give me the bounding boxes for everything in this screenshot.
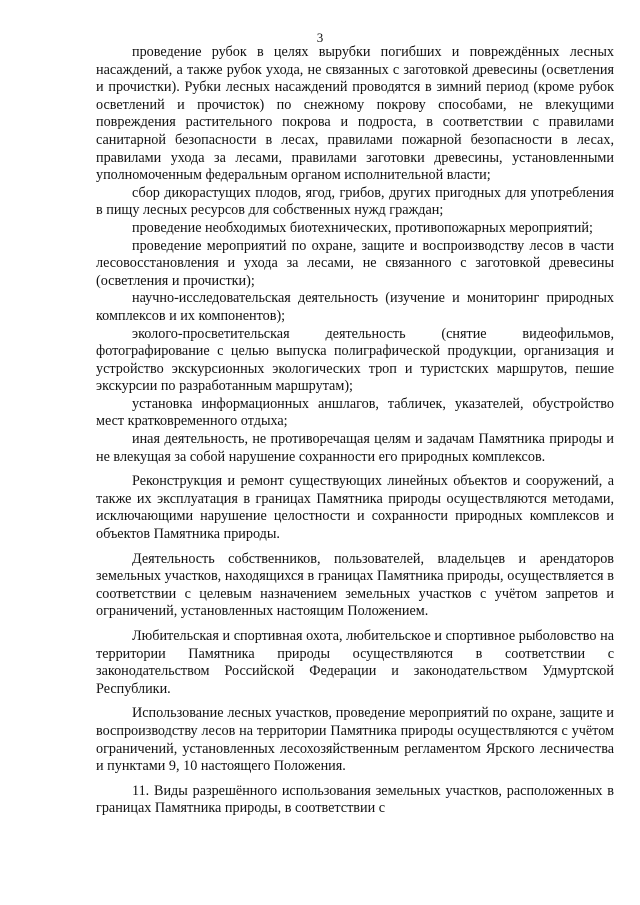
paragraph: проведение мероприятий по охране, защите и воспроизводству лесов в части лесовосстановления и ухода за лесами, не связанного с заготовкой древесины (осветления и прочистки); (96, 237, 614, 289)
paragraph: установка информационных аншлагов, табличек, указателей, обустройство мест кратковременного отдыха; (96, 395, 614, 430)
paragraph: Использование лесных участков, проведение мероприятий по охране, защите и воспроизводству лесов на территории Памятника природы осуществляются с учётом ограничений, установленных лесохозяйственным регламентом Ярского лесничества и пунктами 9, 10 настоящего Положения. (96, 705, 614, 775)
page-number: 3 (316, 30, 324, 45)
paragraph: проведение необходимых биотехнических, противопожарных мероприятий; (132, 219, 593, 236)
paragraph: иная деятельность, не противоречащая целям и задачам Памятника природы и не влекущая за собой нарушение сохранности его природных комплексов. (96, 431, 614, 465)
document-body (96, 44, 614, 818)
paragraph: проведение рубок в целях вырубки погибших и повреждённых лесных насаждений, а также рубок ухода, не связанных с заготовкой древесины (осветления и прочистки). Рубки лесных насаждений проводятся в зимний период (кроме рубок осветлений и прочисток) по снежному покрову способами, не влекущими повреждения растительного покрова и подроста, в соответствии с правилами санитарной безопасности в лесах, правилами пожарной безопасности в лесах, правилами ухода за лесами, правилами заготовки древесины, установленными уполномоченным федеральным органом исполнительной власти; (96, 44, 614, 184)
paragraph: Реконструкция и ремонт существующих линейных объектов и сооружений, а также их эксплуатация в границах Памятника природы осуществляются методами, исключающими нарушение целостности и сохранности природных комплексов и объектов Памятника природы. (96, 473, 614, 543)
paragraph: эколого-просветительская деятельность (снятие видеофильмов, фотографирование с целью выпуска полиграфической продукции, организация и устройство экскурсионных экологических троп и туристских маршрутов, пешие экскурсии по разработанным маршрутам); (96, 325, 614, 395)
paragraph: Любительская и спортивная охота, любительское и спортивное рыболовство на территории Памятника природы осуществляются в соответствии с законодательством Российской Федерации и законодательством Удмуртской Республики. (96, 628, 614, 697)
paragraph: Деятельность собственников, пользователей, владельцев и арендаторов земельных участков, находящихся в границах Памятника природы, осуществляется в соответствии с целевым назначением земельных участков с учётом запретов и ограничений, установленных настоящим Положением. (96, 550, 614, 620)
paragraph: научно-исследовательская деятельность (изучение и мониторинг природных комплексов и их компонентов); (96, 290, 614, 324)
paragraph: 11. Виды разрешённого использования земельных участков, расположенных в границах Памятника природы, в соответствии с (96, 782, 614, 817)
paragraph: сбор дикорастущих плодов, ягод, грибов, других пригодных для употребления в пищу лесных ресурсов для собственных нужд граждан; (96, 184, 614, 219)
